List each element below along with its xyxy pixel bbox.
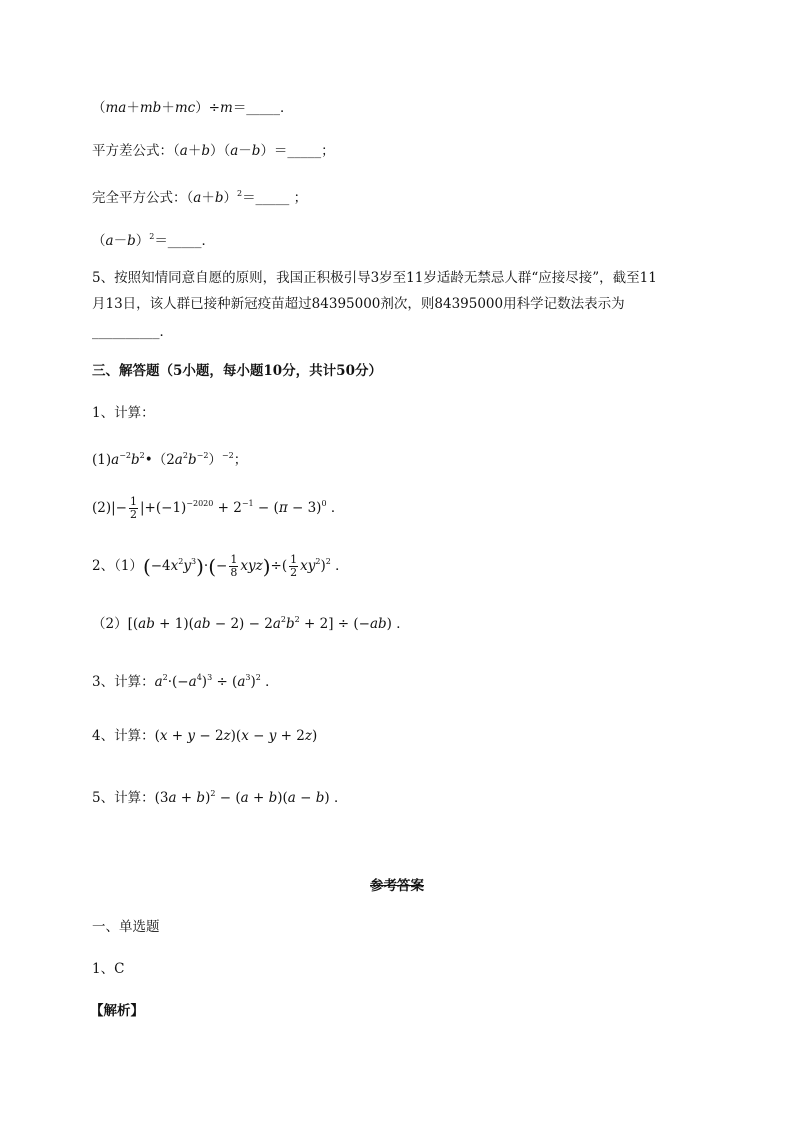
problem-1-2: (2)|− $\frac{1}{2}$ $|+(-1)^{-2020} + 2^{-1} - (\pi - 3)^0$ ．: [92, 495, 345, 521]
analysis-label: 【解析】: [90, 1003, 144, 1019]
answer-1: 1、C: [92, 961, 125, 977]
problem-2-1: 2、$(1)(-4x^2y^3)\cdot(-$ $\frac{1}{8}$ xyz)÷( $\frac{1}{2}$ $xy^2)^2$ ．: [92, 553, 349, 579]
question-5-blank: __________．: [92, 324, 173, 340]
fill-line-1: （ma＋mb＋mc）÷m＝_____．: [92, 100, 294, 116]
section-3-title: 三、解答题（5小题，每小题10分，共计50分）: [92, 363, 382, 379]
fill-line-4: $(a-b)^2=\_\_\_\_\_$．: [92, 232, 216, 249]
problem-5: 5、计算：$(3a + b)^2 - (a + b)(a - b)$ ．: [92, 789, 348, 806]
problem-1-1: $(1)a^{-2}b^2•(2a^2b^{-2})^{-2}$；: [92, 451, 248, 468]
fill-line-3: 完全平方公式：$(a+b)^2=\_\_\_\_\_$ ；: [92, 189, 308, 206]
question-5-line-1: 5、按照知情同意自愿的原则，我国正积极引导3岁至11岁适龄无禁忌人群“应接尽接”，截至11: [92, 270, 657, 286]
answers-section-1: 一、单选题: [92, 919, 160, 935]
problem-1-label: 1、计算：: [92, 405, 155, 421]
answers-title: 参考答案: [370, 878, 424, 894]
problem-4: 4、计算：(x + y − 2z)(x − y + 2z): [92, 728, 318, 744]
problem-3: 3、计算：$a^2\cdot(-a^4)^3 \div (a^3)^2$ ．: [92, 673, 279, 690]
problem-2-2: $(2)[(ab + 1)(ab - 2) - 2a^2b^2 + 2] \div (-ab)$ ．: [92, 615, 410, 632]
fill-line-2: 平方差公式：（a＋b）（a－b）＝_____；: [92, 143, 335, 159]
question-5-line-2: 月13日，该人群已接种新冠疫苗超过84395000剂次，则84395000用科学记数法表示为: [92, 296, 625, 312]
